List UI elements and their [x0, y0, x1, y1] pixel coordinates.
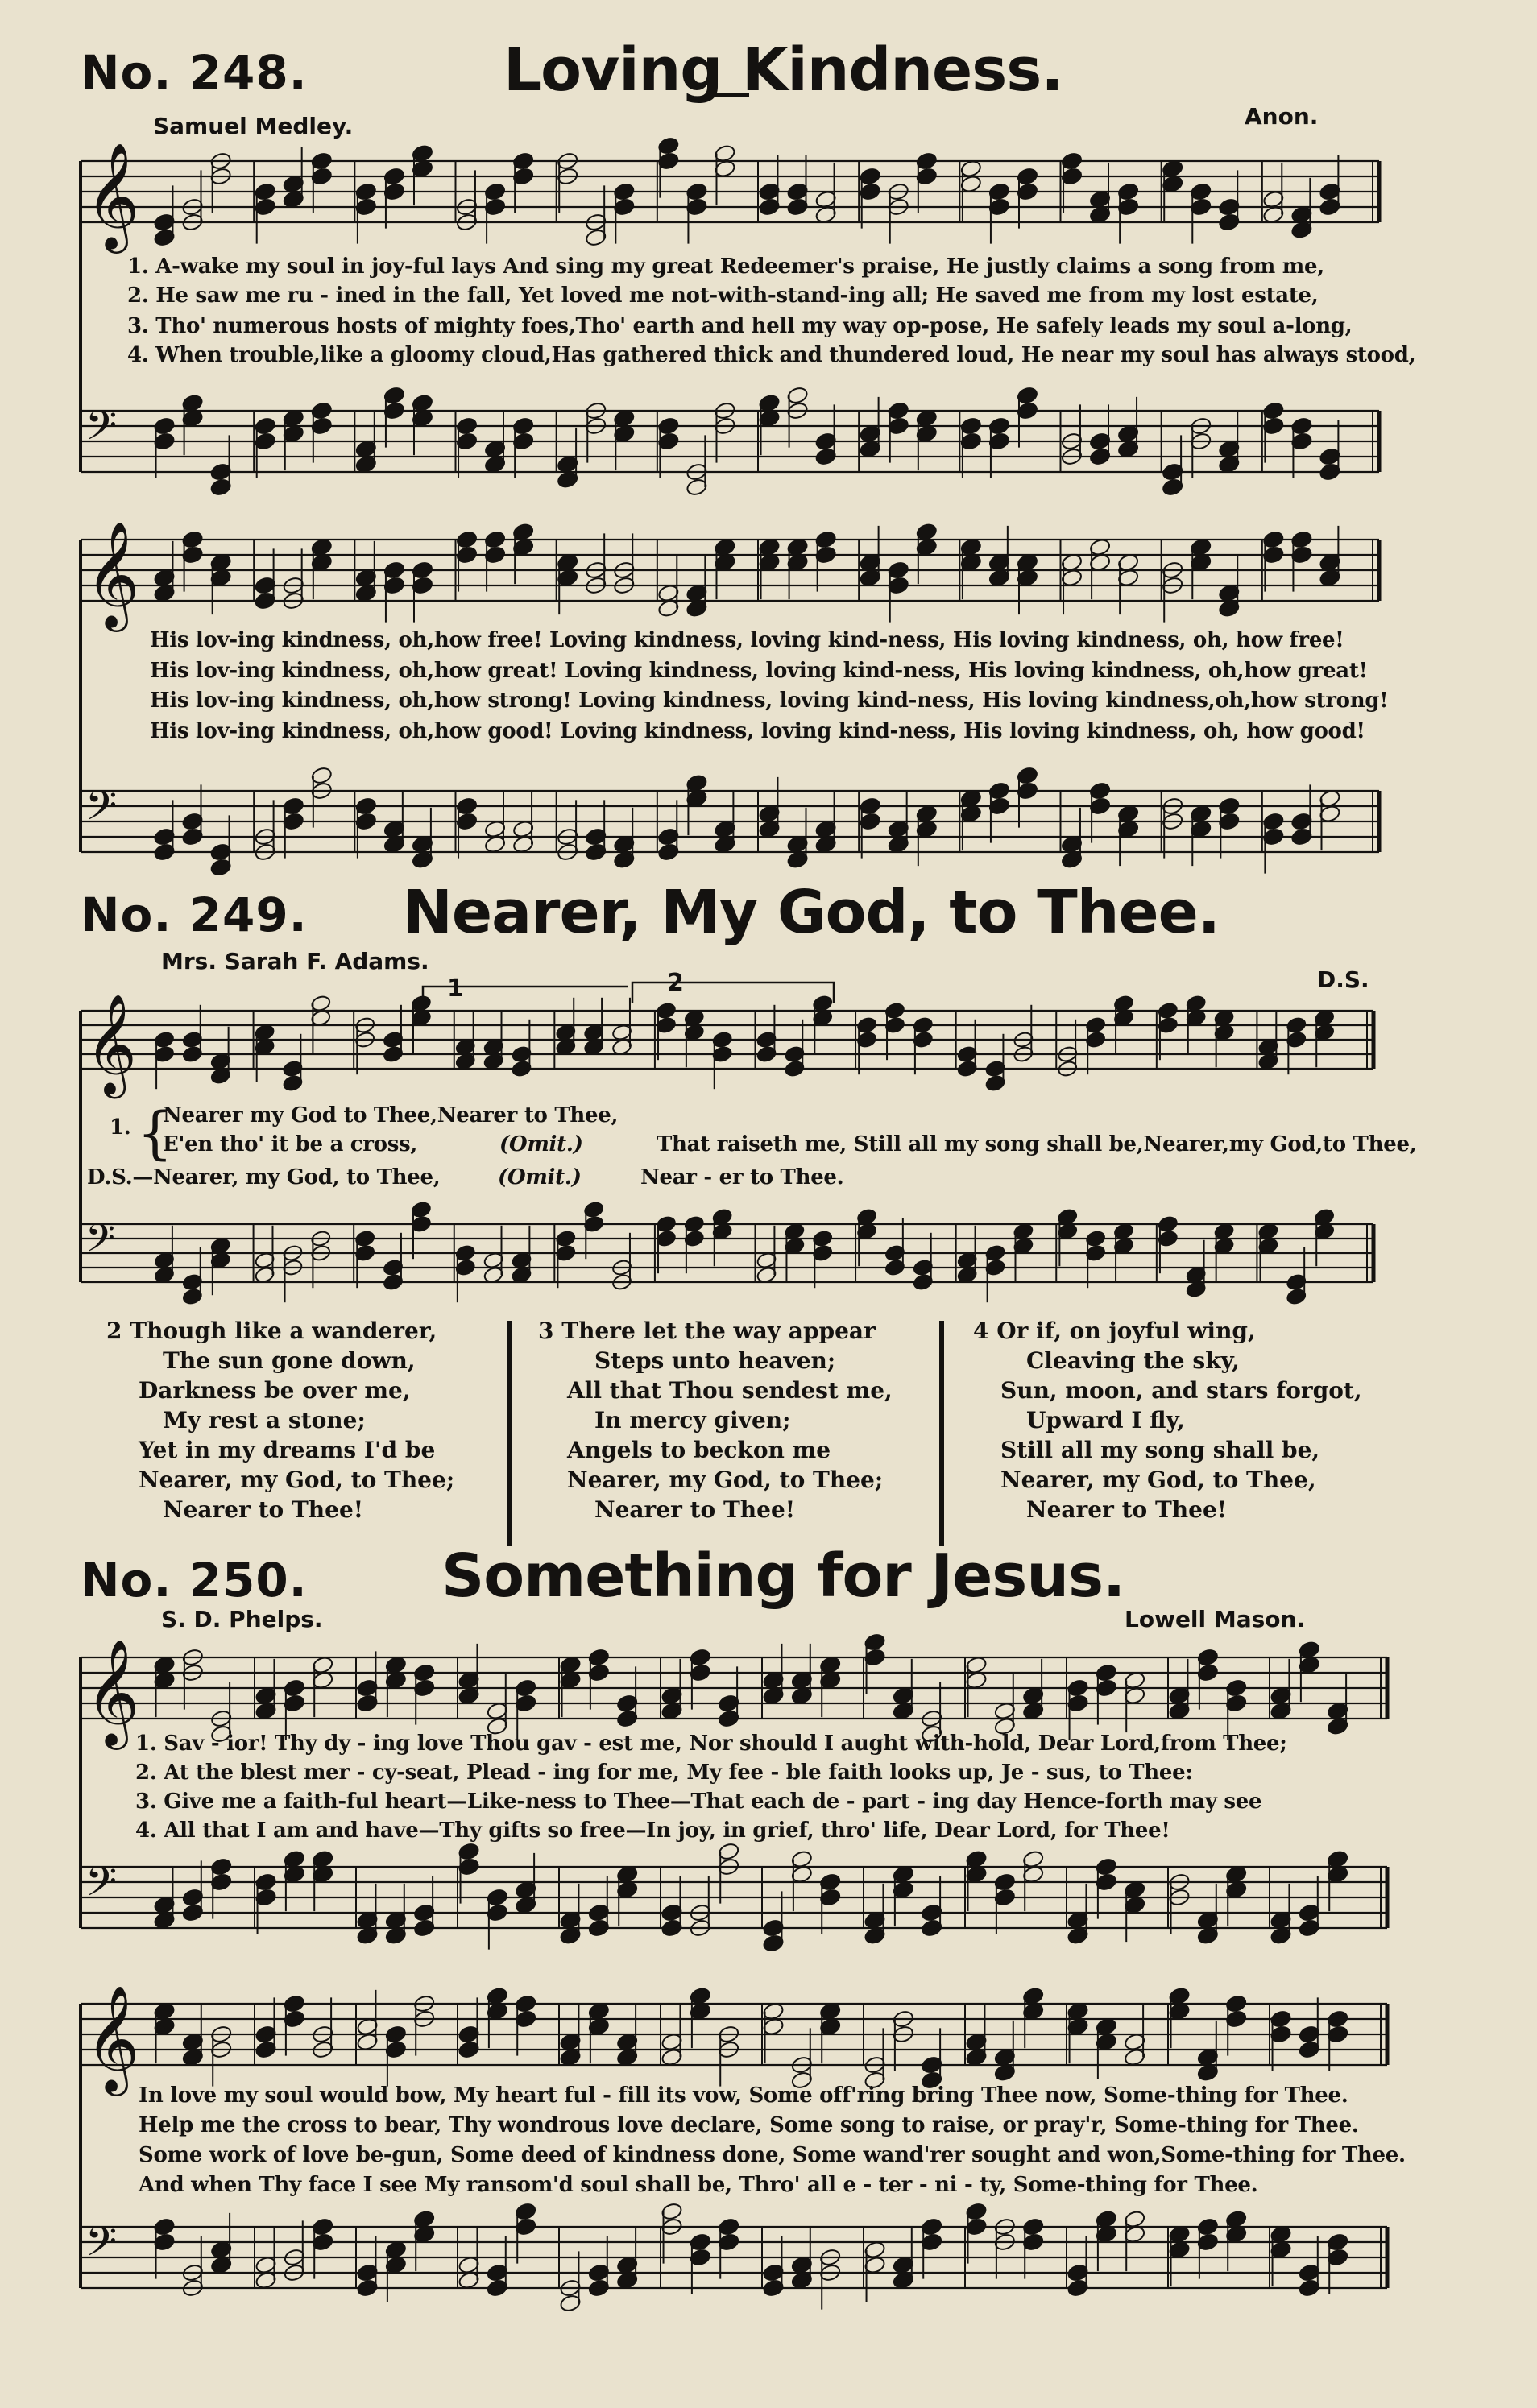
stanza-line: Nearer, my God, to Thee, — [1000, 1467, 1316, 1493]
verse-number: 1. — [110, 1115, 131, 1140]
stanza-line: 2 Though like a wanderer, — [106, 1318, 437, 1344]
bass-clef-icon: 𝄢 — [85, 2219, 118, 2276]
ending-bracket — [632, 983, 834, 1003]
refrain-line: His lov-ing kindness, oh,how great! Loving kindness, loving kind-ness, His loving kindness, oh,how great! — [150, 659, 1368, 683]
ds-marker: D.S. — [1317, 966, 1369, 993]
refrain-line: And when Thy face I see My ransom'd soul shall be, Thro' all e - ter - ni - ty, Some-thing for Thee. — [139, 2173, 1258, 2197]
stanza-line: Angels to beckon me — [567, 1437, 831, 1463]
hymn-number: No. 249. — [81, 887, 308, 942]
stanza-line: Yet in my dreams I'd be — [139, 1437, 436, 1463]
ending-1-label: 1 — [447, 974, 464, 1003]
hymn-number: No. 248. — [81, 45, 308, 100]
verse-line: 3. Give me a faith-ful heart—Like-ness to Thee—That each de - part - ing day Hence-forth may see — [135, 1789, 1262, 1814]
verse-line: 4. All that I am and have—Thy gifts so free—In joy, in grief, thro' life, Dear Lord, for Thee! — [135, 1818, 1170, 1843]
stanza-line: Nearer, my God, to Thee; — [567, 1467, 884, 1493]
treble-clef-icon: 𝄞 — [85, 1638, 140, 1745]
composer: Anon. — [1245, 103, 1319, 130]
bass-clef-icon: 𝄢 — [85, 403, 118, 460]
stanza-line: Darkness be over me, — [139, 1377, 411, 1404]
stanza-line: Nearer, my God, to Thee; — [139, 1467, 455, 1493]
stanza-4 — [973, 1316, 1362, 1525]
stanza-line: Still all my song shall be, — [1000, 1437, 1320, 1463]
verse-line: Nearer my God to Thee,Nearer to Thee, — [163, 1103, 619, 1127]
brace: { — [137, 1100, 173, 1166]
stanza-line: Steps unto heaven; — [594, 1347, 836, 1374]
stanza-line: My rest a stone; — [163, 1407, 366, 1434]
stanza-line: Nearer to Thee! — [1026, 1496, 1228, 1523]
refrain-line: Help me the cross to bear, Thy wondrous love declare, Some song to raise, or pray'r, Some-thing for Thee. — [139, 2113, 1359, 2137]
stanza-line: Nearer to Thee! — [594, 1496, 796, 1523]
ending-2-label: 2 — [667, 969, 684, 997]
stanza-3 — [538, 1316, 893, 1525]
treble-clef-icon: 𝄞 — [85, 1984, 140, 2091]
hymn-title: Nearer, My God, to Thee. — [403, 878, 1220, 947]
stanza-line: 3 There let the way appear — [538, 1318, 876, 1344]
stanza-line: Nearer to Thee! — [163, 1496, 364, 1523]
verse-line: 2. At the blest mer - cy-seat, Plead - ing for me, My fee - ble faith looks up, Je - sus, to Thee: — [135, 1760, 1193, 1785]
verse-line: E'en tho' it be a cross, — [163, 1132, 418, 1156]
omit-note: (Omit.) — [499, 1132, 583, 1156]
verse-line: That raiseth me, Still all my song shall be,Nearer,my God,to Thee, — [657, 1132, 1417, 1156]
verse-line: 1. Sav - ior! Thy dy - ing love Thou gav - est me, Nor should I aught with-hold, Dear Lord,from Thee; — [135, 1732, 1287, 1756]
stanza-line: 4 Or if, on joyful wing, — [973, 1318, 1256, 1344]
author: S. D. Phelps. — [161, 1606, 323, 1632]
bass-clef-icon: 𝄢 — [85, 783, 118, 840]
verse-line: 3. Tho' numerous hosts of mighty foes,Tho' earth and hell my way op-pose, He safely leads my soul a-long, — [127, 314, 1353, 338]
hymn-title: Something for Jesus. — [441, 1541, 1125, 1611]
treble-clef-icon: 𝄞 — [85, 142, 140, 249]
refrain-line: In love my soul would bow, My heart ful - fill its vow, Some off'ring bring Thee now, Some-thing for Thee. — [139, 2083, 1348, 2108]
stanza-line: All that Thou sendest me, — [567, 1377, 893, 1404]
omit-note: (Omit.) — [498, 1165, 582, 1190]
ds-line: Near - er to Thee. — [640, 1165, 844, 1190]
hymn-title: Loving Kindness. — [503, 35, 1063, 105]
stanza-line: Upward I fly, — [1026, 1407, 1185, 1434]
composer: Lowell Mason. — [1125, 1606, 1306, 1632]
divider — [508, 1321, 512, 1546]
stanza-line: Sun, moon, and stars forgot, — [1000, 1377, 1362, 1404]
hymn-number: No. 250. — [81, 1553, 308, 1607]
treble-clef-icon: 𝄞 — [85, 520, 140, 627]
refrain-line: His lov-ing kindness, oh,how free! Loving kindness, loving kind-ness, His loving kindness, oh, how free! — [150, 628, 1344, 652]
ds-line: D.S.—Nearer, my God, to Thee, — [87, 1165, 441, 1190]
stanza-line: Cleaving the sky, — [1026, 1347, 1240, 1374]
stanza-2 — [106, 1316, 454, 1525]
refrain-line: Some work of love be-gun, Some deed of kindness done, Some wand'rer sought and won,Some-thing for Thee. — [139, 2143, 1406, 2167]
verse-line: 4. When trouble,like a gloomy cloud,Has gathered thick and thundered loud, He near my soul has always stood, — [127, 343, 1416, 367]
stanza-line: The sun gone down, — [163, 1347, 416, 1374]
stanza-line: In mercy given; — [594, 1407, 791, 1434]
treble-clef-icon: 𝄞 — [85, 994, 137, 1094]
refrain-line: His lov-ing kindness, oh,how good! Loving kindness, loving kind-ness, His loving kindness, oh, how good! — [150, 719, 1365, 743]
author: Samuel Medley. — [153, 113, 354, 139]
author: Mrs. Sarah F. Adams. — [161, 948, 429, 974]
divider — [939, 1321, 944, 1546]
refrain-line: His lov-ing kindness, oh,how strong! Loving kindness, loving kind-ness, His loving kindness,oh,how strong! — [150, 689, 1389, 713]
verse-line: 1. A-wake my soul in joy-ful lays And sing my great Redeemer's praise, He justly claims a song from me, — [127, 254, 1324, 279]
verse-line: 2. He saw me ru - ined in the fall, Yet loved me not-with-stand-ing all; He saved me from my lost estate, — [127, 283, 1319, 308]
bass-clef-icon: 𝄢 — [85, 1859, 118, 1916]
bass-clef-icon: 𝄢 — [85, 1216, 116, 1271]
